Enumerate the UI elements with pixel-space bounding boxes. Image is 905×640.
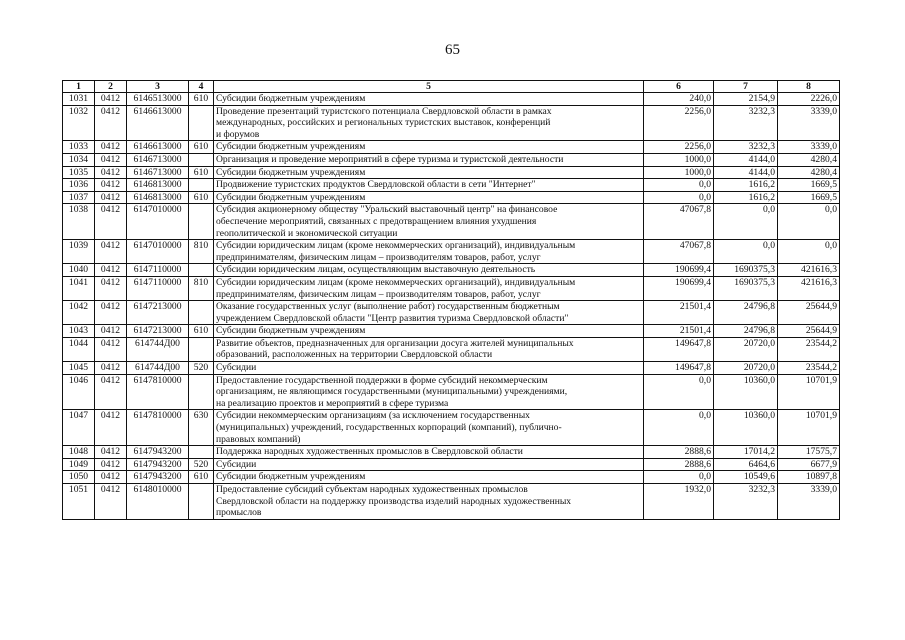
section-code-cell: 0412 <box>95 484 127 520</box>
section-code-cell: 0412 <box>95 179 127 192</box>
target-article-cell: 614744Д00 <box>127 362 189 375</box>
header-cell: 6 <box>644 81 714 93</box>
row-number-cell: 1033 <box>63 141 95 154</box>
expense-type-cell: 610 <box>189 166 214 179</box>
target-article-cell: 6146613000 <box>127 105 189 141</box>
description-cell: Продвижение туристских продуктов Свердловской области в сети "Интернет" <box>214 179 644 192</box>
target-article-cell: 6147110000 <box>127 276 189 300</box>
table-row <box>63 446 840 459</box>
expense-type-cell: 520 <box>189 458 214 471</box>
header-cell: 4 <box>189 81 214 93</box>
section-code-cell: 0412 <box>95 204 127 240</box>
target-article-cell: 6147810000 <box>127 374 189 410</box>
header-cell: 3 <box>127 81 189 93</box>
row-number-cell: 1031 <box>63 93 95 106</box>
target-article-cell: 6146713000 <box>127 153 189 166</box>
table-row <box>63 410 840 446</box>
amount-cell: 0,0 <box>644 410 714 446</box>
expense-type-cell: 810 <box>189 276 214 300</box>
amount-cell: 4280,4 <box>778 153 840 166</box>
amount-cell: 0,0 <box>778 240 840 264</box>
table-row <box>63 153 840 166</box>
amount-cell: 10701,9 <box>778 374 840 410</box>
amount-cell: 17575,7 <box>778 446 840 459</box>
row-number-cell: 1038 <box>63 204 95 240</box>
table-row <box>63 166 840 179</box>
header-cell: 1 <box>63 81 95 93</box>
row-number-cell: 1045 <box>63 362 95 375</box>
expense-type-cell <box>189 337 214 361</box>
description-cell: Субсидии бюджетным учреждениям <box>214 141 644 154</box>
amount-cell: 1690375,3 <box>714 264 778 277</box>
section-code-cell: 0412 <box>95 374 127 410</box>
expense-type-cell: 520 <box>189 362 214 375</box>
target-article-cell: 6147213000 <box>127 301 189 325</box>
description-cell: Проведение презентаций туристского потенциала Свердловской области в рамках международных, российских и региональных туристских выставок, конференций и форумов <box>214 105 644 141</box>
amount-cell: 0,0 <box>714 240 778 264</box>
amount-cell: 0,0 <box>644 191 714 204</box>
expense-type-cell <box>189 484 214 520</box>
table-row <box>63 179 840 192</box>
section-code-cell: 0412 <box>95 446 127 459</box>
amount-cell: 1000,0 <box>644 166 714 179</box>
row-number-cell: 1041 <box>63 276 95 300</box>
target-article-cell: 6147010000 <box>127 204 189 240</box>
expense-type-cell <box>189 264 214 277</box>
amount-cell: 421616,3 <box>778 276 840 300</box>
description-cell: Субсидия акционерному обществу "Уральский выставочный центр" на финансовое обеспечение мероприятий, связанных с предотвращением влияния ухудшения геополитической и экономической ситуации <box>214 204 644 240</box>
amount-cell: 190699,4 <box>644 264 714 277</box>
amount-cell: 190699,4 <box>644 276 714 300</box>
description-cell: Предоставление субсидий субъектам народных художественных промыслов Свердловской области на поддержку производства изделий народных художественных промыслов <box>214 484 644 520</box>
description-cell: Субсидии некоммерческим организациям (за исключением государственных (муниципальных) учреждений, государственных корпораций (компаний), публично- правовых компаний) <box>214 410 644 446</box>
header-cell: 5 <box>214 81 644 93</box>
row-number-cell: 1051 <box>63 484 95 520</box>
row-number-cell: 1046 <box>63 374 95 410</box>
amount-cell: 17014,2 <box>714 446 778 459</box>
amount-cell: 1669,5 <box>778 179 840 192</box>
amount-cell: 2154,9 <box>714 93 778 106</box>
amount-cell: 10549,6 <box>714 471 778 484</box>
target-article-cell: 6148010000 <box>127 484 189 520</box>
amount-cell: 10360,0 <box>714 410 778 446</box>
expense-type-cell <box>189 105 214 141</box>
section-code-cell: 0412 <box>95 141 127 154</box>
amount-cell: 0,0 <box>778 204 840 240</box>
expense-type-cell: 810 <box>189 240 214 264</box>
amount-cell: 10701,9 <box>778 410 840 446</box>
amount-cell: 3339,0 <box>778 141 840 154</box>
amount-cell: 6677,9 <box>778 458 840 471</box>
target-article-cell: 6147943200 <box>127 471 189 484</box>
table-row <box>63 484 840 520</box>
expense-type-cell: 610 <box>189 325 214 338</box>
expense-type-cell <box>189 374 214 410</box>
amount-cell: 240,0 <box>644 93 714 106</box>
expense-type-cell <box>189 179 214 192</box>
target-article-cell: 6147810000 <box>127 410 189 446</box>
amount-cell: 47067,8 <box>644 240 714 264</box>
amount-cell: 20720,0 <box>714 362 778 375</box>
header-cell: 2 <box>95 81 127 93</box>
row-number-cell: 1050 <box>63 471 95 484</box>
amount-cell: 10897,8 <box>778 471 840 484</box>
table-row <box>63 301 840 325</box>
expense-type-cell <box>189 446 214 459</box>
expense-type-cell: 630 <box>189 410 214 446</box>
table-row <box>63 204 840 240</box>
amount-cell: 1669,5 <box>778 191 840 204</box>
description-cell: Субсидии бюджетным учреждениям <box>214 166 644 179</box>
row-number-cell: 1042 <box>63 301 95 325</box>
amount-cell: 24796,8 <box>714 325 778 338</box>
expense-type-cell: 610 <box>189 191 214 204</box>
header-cell: 8 <box>778 81 840 93</box>
amount-cell: 23544,2 <box>778 337 840 361</box>
section-code-cell: 0412 <box>95 301 127 325</box>
description-cell: Субсидии бюджетным учреждениям <box>214 325 644 338</box>
header-cell: 7 <box>714 81 778 93</box>
row-number-cell: 1043 <box>63 325 95 338</box>
amount-cell: 3232,3 <box>714 105 778 141</box>
section-code-cell: 0412 <box>95 337 127 361</box>
table-row <box>63 276 840 300</box>
target-article-cell: 6147943200 <box>127 446 189 459</box>
amount-cell: 20720,0 <box>714 337 778 361</box>
amount-cell: 25644,9 <box>778 301 840 325</box>
amount-cell: 4144,0 <box>714 166 778 179</box>
description-cell: Субсидии юридическим лицам (кроме некоммерческих организаций), индивидуальным предпринимателям, физическим лицам – производителям товаров, работ, услуг <box>214 276 644 300</box>
amount-cell: 23544,2 <box>778 362 840 375</box>
target-article-cell: 6147943200 <box>127 458 189 471</box>
description-cell: Оказание государственных услуг (выполнение работ) государственным бюджетным учреждением Свердловской области "Центр развития туризма Свердловской области" <box>214 301 644 325</box>
amount-cell: 3339,0 <box>778 484 840 520</box>
section-code-cell: 0412 <box>95 191 127 204</box>
budget-table <box>62 80 840 520</box>
table-row <box>63 240 840 264</box>
expense-type-cell: 610 <box>189 471 214 484</box>
amount-cell: 24796,8 <box>714 301 778 325</box>
amount-cell: 149647,8 <box>644 362 714 375</box>
amount-cell: 0,0 <box>644 374 714 410</box>
row-number-cell: 1034 <box>63 153 95 166</box>
table-row <box>63 362 840 375</box>
table-row <box>63 374 840 410</box>
table-row <box>63 471 840 484</box>
row-number-cell: 1035 <box>63 166 95 179</box>
section-code-cell: 0412 <box>95 93 127 106</box>
row-number-cell: 1039 <box>63 240 95 264</box>
description-cell: Поддержка народных художественных промыслов в Свердловской области <box>214 446 644 459</box>
table-row <box>63 458 840 471</box>
amount-cell: 2888,6 <box>644 458 714 471</box>
table-body <box>63 93 840 520</box>
amount-cell: 6464,6 <box>714 458 778 471</box>
row-number-cell: 1048 <box>63 446 95 459</box>
expense-type-cell <box>189 301 214 325</box>
amount-cell: 149647,8 <box>644 337 714 361</box>
target-article-cell: 6147010000 <box>127 240 189 264</box>
amount-cell: 3339,0 <box>778 105 840 141</box>
expense-type-cell <box>189 153 214 166</box>
target-article-cell: 6147213000 <box>127 325 189 338</box>
amount-cell: 10360,0 <box>714 374 778 410</box>
target-article-cell: 6147110000 <box>127 264 189 277</box>
amount-cell: 25644,9 <box>778 325 840 338</box>
target-article-cell: 6146613000 <box>127 141 189 154</box>
description-cell: Субсидии бюджетным учреждениям <box>214 191 644 204</box>
section-code-cell: 0412 <box>95 105 127 141</box>
target-article-cell: 6146513000 <box>127 93 189 106</box>
row-number-cell: 1032 <box>63 105 95 141</box>
description-cell: Субсидии бюджетным учреждениям <box>214 471 644 484</box>
section-code-cell: 0412 <box>95 276 127 300</box>
amount-cell: 1932,0 <box>644 484 714 520</box>
amount-cell: 1616,2 <box>714 179 778 192</box>
section-code-cell: 0412 <box>95 325 127 338</box>
table-row <box>63 105 840 141</box>
page-number: 65 <box>445 42 460 58</box>
table-row <box>63 337 840 361</box>
amount-cell: 21501,4 <box>644 325 714 338</box>
row-number-cell: 1049 <box>63 458 95 471</box>
row-number-cell: 1037 <box>63 191 95 204</box>
amount-cell: 4144,0 <box>714 153 778 166</box>
description-cell: Субсидии юридическим лицам (кроме некоммерческих организаций), индивидуальным предпринимателям, физическим лицам – производителям товаров, работ, услуг <box>214 240 644 264</box>
section-code-cell: 0412 <box>95 240 127 264</box>
amount-cell: 2888,6 <box>644 446 714 459</box>
section-code-cell: 0412 <box>95 166 127 179</box>
target-article-cell: 6146713000 <box>127 166 189 179</box>
amount-cell: 47067,8 <box>644 204 714 240</box>
description-cell: Организация и проведение мероприятий в сфере туризма и туристской деятельности <box>214 153 644 166</box>
table-row <box>63 325 840 338</box>
target-article-cell: 6146813000 <box>127 179 189 192</box>
row-number-cell: 1044 <box>63 337 95 361</box>
amount-cell: 2256,0 <box>644 141 714 154</box>
amount-cell: 1690375,3 <box>714 276 778 300</box>
amount-cell: 3232,3 <box>714 484 778 520</box>
section-code-cell: 0412 <box>95 362 127 375</box>
description-cell: Предоставление государственной поддержки в форме субсидий некоммерческим организациям, не являющимся государственными (муниципальными) учреждениями, на реализацию проектов и мероприятий в сфере туризма <box>214 374 644 410</box>
description-cell: Субсидии <box>214 458 644 471</box>
amount-cell: 2256,0 <box>644 105 714 141</box>
amount-cell: 0,0 <box>644 471 714 484</box>
description-cell: Субсидии юридическим лицам, осуществляющим выставочную деятельность <box>214 264 644 277</box>
expense-type-cell <box>189 204 214 240</box>
section-code-cell: 0412 <box>95 264 127 277</box>
expense-type-cell: 610 <box>189 93 214 106</box>
section-code-cell: 0412 <box>95 153 127 166</box>
amount-cell: 0,0 <box>714 204 778 240</box>
description-cell: Субсидии <box>214 362 644 375</box>
description-cell: Субсидии бюджетным учреждениям <box>214 93 644 106</box>
target-article-cell: 614744Д00 <box>127 337 189 361</box>
row-number-cell: 1040 <box>63 264 95 277</box>
amount-cell: 0,0 <box>644 179 714 192</box>
section-code-cell: 0412 <box>95 471 127 484</box>
target-article-cell: 6146813000 <box>127 191 189 204</box>
table-row <box>63 141 840 154</box>
amount-cell: 421616,3 <box>778 264 840 277</box>
section-code-cell: 0412 <box>95 458 127 471</box>
amount-cell: 1000,0 <box>644 153 714 166</box>
amount-cell: 2226,0 <box>778 93 840 106</box>
table-row <box>63 191 840 204</box>
row-number-cell: 1047 <box>63 410 95 446</box>
table-header-row <box>63 81 840 93</box>
row-number-cell: 1036 <box>63 179 95 192</box>
amount-cell: 1616,2 <box>714 191 778 204</box>
table-row <box>63 93 840 106</box>
expense-type-cell: 610 <box>189 141 214 154</box>
amount-cell: 21501,4 <box>644 301 714 325</box>
section-code-cell: 0412 <box>95 410 127 446</box>
table-row <box>63 264 840 277</box>
description-cell: Развитие объектов, предназначенных для организации досуга жителей муниципальных образований, расположенных на территории Свердловской области <box>214 337 644 361</box>
amount-cell: 4280,4 <box>778 166 840 179</box>
amount-cell: 3232,3 <box>714 141 778 154</box>
